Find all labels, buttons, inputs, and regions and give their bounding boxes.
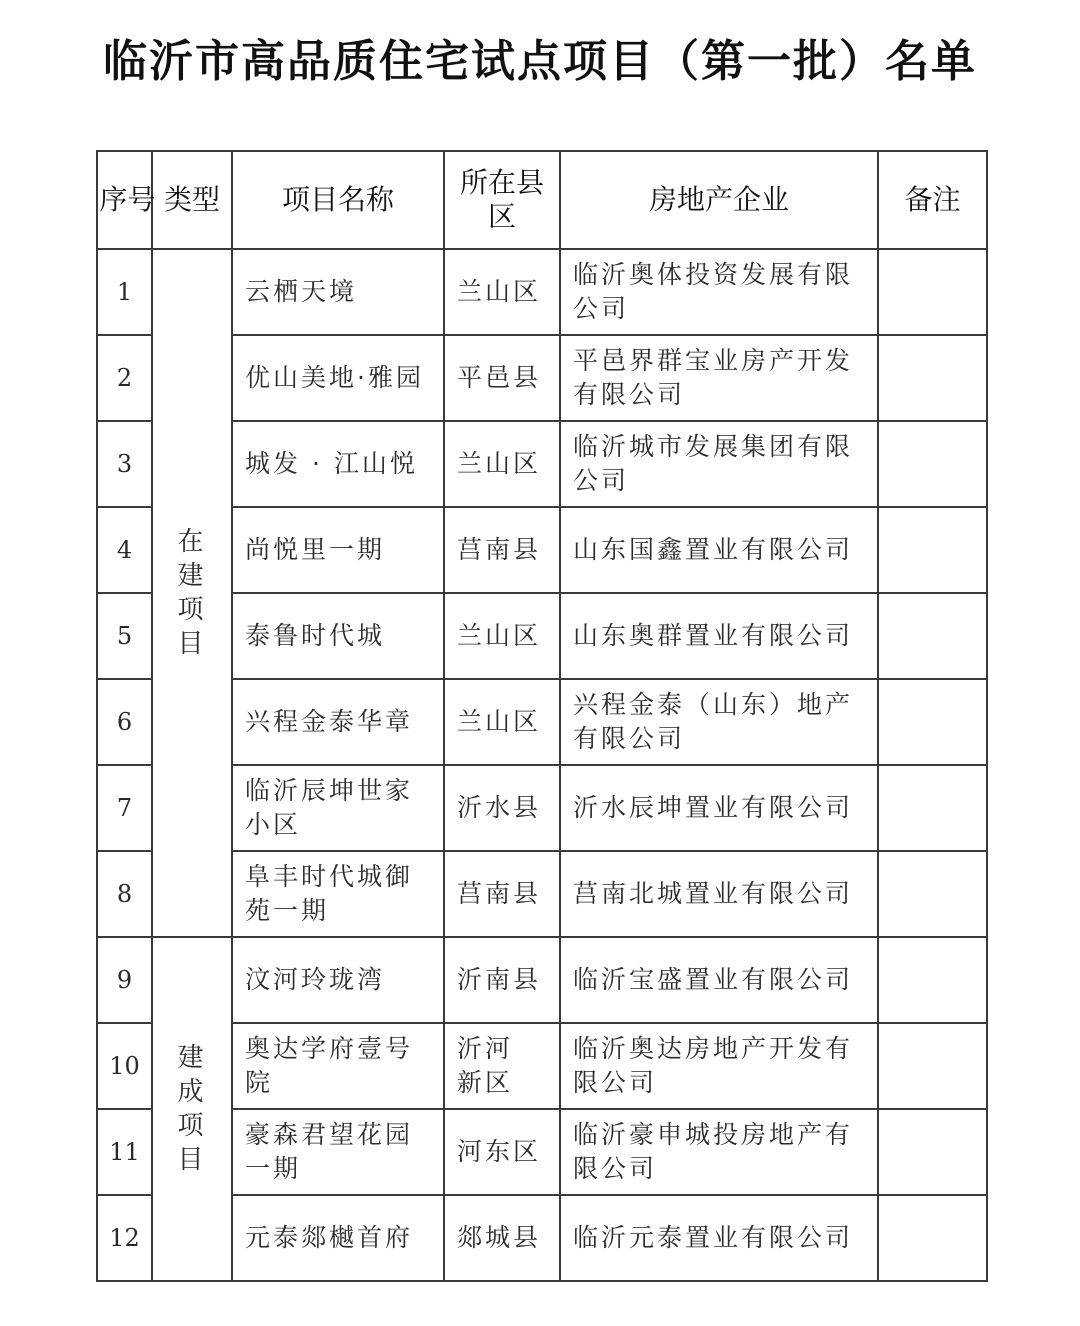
county: 沂河新区 <box>444 1023 560 1109</box>
county: 河东区 <box>444 1109 560 1195</box>
company: 临沂城市发展集团有限公司 <box>560 421 878 507</box>
table-row <box>97 937 987 1023</box>
county: 兰山区 <box>444 249 560 335</box>
header-name: 项目名称 <box>232 151 444 249</box>
project-list-table <box>96 150 988 1282</box>
row-no: 2 <box>97 335 152 421</box>
row-no: 3 <box>97 421 152 507</box>
header-county: 所在县区 <box>444 151 560 249</box>
county: 莒南县 <box>444 851 560 937</box>
remark <box>878 421 987 507</box>
company: 临沂豪申城投房地产有限公司 <box>560 1109 878 1195</box>
project-name: 阜丰时代城御苑一期 <box>232 851 444 937</box>
county: 沂水县 <box>444 765 560 851</box>
company: 临沂宝盛置业有限公司 <box>560 937 878 1023</box>
remark <box>878 335 987 421</box>
county: 沂南县 <box>444 937 560 1023</box>
project-name: 临沂辰坤世家小区 <box>232 765 444 851</box>
company: 山东奥群置业有限公司 <box>560 593 878 679</box>
project-name: 奥达学府壹号院 <box>232 1023 444 1109</box>
remark <box>878 851 987 937</box>
remark <box>878 1109 987 1195</box>
company: 沂水辰坤置业有限公司 <box>560 765 878 851</box>
remark <box>878 679 987 765</box>
company: 平邑界群宝业房产开发有限公司 <box>560 335 878 421</box>
header-remark: 备注 <box>878 151 987 249</box>
county: 平邑县 <box>444 335 560 421</box>
type-group-completed: 建成项目 <box>152 937 232 1281</box>
row-no: 1 <box>97 249 152 335</box>
remark <box>878 765 987 851</box>
project-name: 尚悦里一期 <box>232 507 444 593</box>
county: 兰山区 <box>444 593 560 679</box>
company: 山东国鑫置业有限公司 <box>560 507 878 593</box>
project-name: 优山美地·雅园 <box>232 335 444 421</box>
type-group-in-construction: 在建项目 <box>152 249 232 937</box>
company: 临沂奥达房地产开发有限公司 <box>560 1023 878 1109</box>
table-row <box>97 249 987 335</box>
row-no: 12 <box>97 1195 152 1281</box>
remark <box>878 1195 987 1281</box>
remark <box>878 249 987 335</box>
company: 临沂奥体投资发展有限公司 <box>560 249 878 335</box>
project-name: 兴程金泰华章 <box>232 679 444 765</box>
row-no: 4 <box>97 507 152 593</box>
row-no: 6 <box>97 679 152 765</box>
project-name: 汶河玲珑湾 <box>232 937 444 1023</box>
remark <box>878 1023 987 1109</box>
county: 兰山区 <box>444 679 560 765</box>
row-no: 7 <box>97 765 152 851</box>
remark <box>878 507 987 593</box>
county: 郯城县 <box>444 1195 560 1281</box>
page-title: 临沂市高品质住宅试点项目（第一批）名单 <box>103 36 977 87</box>
project-name: 城发 · 江山悦 <box>232 421 444 507</box>
remark <box>878 937 987 1023</box>
county: 莒南县 <box>444 507 560 593</box>
header-no: 序号 <box>97 151 152 249</box>
company: 莒南北城置业有限公司 <box>560 851 878 937</box>
row-no: 9 <box>97 937 152 1023</box>
project-name: 泰鲁时代城 <box>232 593 444 679</box>
table-header-row <box>97 151 987 249</box>
header-company: 房地产企业 <box>560 151 878 249</box>
row-no: 8 <box>97 851 152 937</box>
company: 临沂元泰置业有限公司 <box>560 1195 878 1281</box>
row-no: 10 <box>97 1023 152 1109</box>
project-name: 云栖天境 <box>232 249 444 335</box>
row-no: 11 <box>97 1109 152 1195</box>
header-type: 类型 <box>152 151 232 249</box>
company: 兴程金泰（山东）地产有限公司 <box>560 679 878 765</box>
county: 兰山区 <box>444 421 560 507</box>
remark <box>878 593 987 679</box>
project-name: 豪森君望花园一期 <box>232 1109 444 1195</box>
row-no: 5 <box>97 593 152 679</box>
project-name: 元泰郯樾首府 <box>232 1195 444 1281</box>
